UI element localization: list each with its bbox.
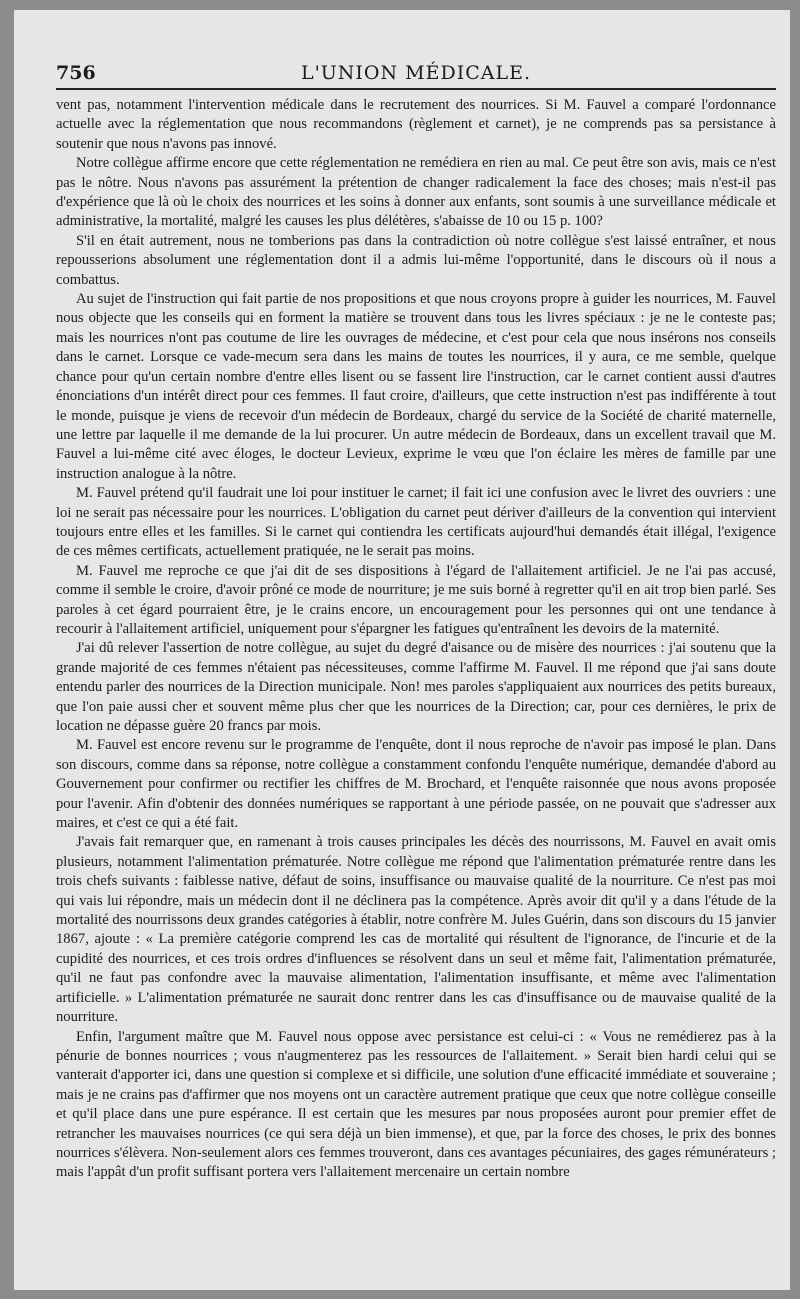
paragraph-8: M. Fauvel est encore revenu sur le programme de l'enquête, dont il nous reproche de n'avoir pas imposé le plan. Dans son discours, comme dans sa réponse, notre collègue a constamment confondu l'enquête numérique, demandée d'abord au Gouvernement pour confirmer ou rectifier les chiffres de M. Brochard, et l'enquête raisonnée que nous avons proposée pour l'avenir. Afin d'obtenir des données numériques se rapportant à une période passée, on ne pouvait que s'adresser aux maires, et c'est ce qui a été fait. xyxy=(56,737,776,832)
paragraph-5: M. Fauvel prétend qu'il faudrait une loi pour instituer le carnet; il fait ici une confusion avec le livret des ouvriers : une loi ne serait pas nécessaire pour les nourrices. L'obligation du carnet peut dériver d'ailleurs de la convention qui intervient toujours entre elles et les familles. Si le carnet qui contiendra les certificats aujourd'hui demandés était illégal, l'exigence de ces mêmes certificats, actuellement pratiquée, ne le serait pas moins. xyxy=(56,485,776,560)
paragraph-6: M. Fauvel me reproche ce que j'ai dit de ses dispositions à l'égard de l'allaitement artificiel. Je ne l'ai pas accusé, comme il semble le croire, d'avoir prôné ce mode de nourriture; je me suis borné à regretter qu'il en ait trop bien parlé. Ses paroles à cet égard pourraient être, je le crains encore, un encouragement pour les personnes qui ont une tendance à recourir à l'allaitement artificiel, uniquement pour s'épargner les fatigues qu'entraînent les devoirs de la maternité. xyxy=(56,562,776,637)
document-page xyxy=(14,10,790,1290)
paragraph-3: S'il en était autrement, nous ne tomberions pas dans la contradiction où notre collègue s'est laissé entraîner, et nous repousserions absolument une réglementation dont il a admis lui-même l'opportunité, dans le discours où il nous a combattus. xyxy=(56,232,776,288)
paragraph-4: Au sujet de l'instruction qui fait partie de nos propositions et que nous croyons propre à guider les nourrices, M. Fauvel nous objecte que les conseils qui en forment la matière se trouvent dans tous les livres spéciaux : je ne le conteste pas; mais les nourrices n'ont pas coutume de lire les ouvrages de médecine, et c'est pour cela que nous insérons nos conseils dans le carnet. Lorsque ce vade-mecum sera dans les mains de toutes les nourrices, il y aura, ce me semble, quelque chance pour qu'un certain nombre d'entre elles lisent ou se fassent lire l'instruction, car le carnet contient aussi d'autres énonciations d'un intérêt direct pour ces femmes. Il faut croire, d'ailleurs, que cette instruction n'est pas indifférente à tout le monde, puisque je viens de recevoir d'un médecin de Bordeaux, chargé du service de la Société de charité maternelle, une lettre par laquelle il me demande de la lui procurer. Un autre médecin de Bordeaux, dans un excellent travail que M. Fauvel a lui-même cité avec éloges, le docteur Levieux, exprime le vœu que l'on éclaire les mères de famille par une instruction analogue à la nôtre. xyxy=(56,291,776,482)
paragraph-7: J'ai dû relever l'assertion de notre collègue, au sujet du degré d'aisance ou de misère des nourrices : j'ai soutenu que la grande majorité de ces femmes n'étaient pas nécessiteuses, comme l'affirme M. Fauvel. Il me répond que j'ai sans doute entendu parler des nourrices de la Direction municipale. Non! mes paroles s'appliquaient aux nourrices des petits bureaux, que l'on paie aussi cher et souvent même plus cher que les nourrices de la Direction; car, pour ces dernières, le prix de location ne dépasse guère 20 francs par mois. xyxy=(56,640,776,734)
running-title: L'UNION MÉDICALE. xyxy=(300,62,532,84)
page-number: 756 xyxy=(56,62,96,84)
page-header xyxy=(56,52,776,90)
paragraph-2: Notre collègue affirme encore que cette réglementation ne remédiera en rien au mal. Ce peut être son avis, mais ce n'est pas le nôtre. Nous n'avons pas assurément la prétention de changer radicalement la face des choses; mais n'est-il pas d'expérience que là où le choix des nourrices et les soins à donner aux enfants, sont soumis à une surveillance médicale et administrative, la mortalité, malgré les causes les plus délétères, s'abaisse de 10 ou 15 p. 100? xyxy=(56,155,776,230)
paragraph-1: vent pas, notamment l'intervention médicale dans le recrutement des nourrices. Si M. Fauvel a comparé l'ordonnance actuelle avec la réglementation que nous recommandons (règlement et carnet), je ne comprends pas sa persistance à soutenir que nous n'avons pas innové. xyxy=(56,97,776,152)
paragraph-10: Enfin, l'argument maître que M. Fauvel nous oppose avec persistance est celui-ci : « Vous ne remédierez pas à la pénurie de bonnes nourrices ; vous n'augmenterez pas les ressources de l'allaitement. » Serait bien hardi celui qui se vanterait d'apporter ici, dans une question si complexe et si difficile, une solution d'une efficacité immédiate et souveraine ; mais je ne crains pas d'affirmer que nos moyens ont un caractère autrement pratique que ceux que notre collègue conseille et qu'il place dans une pure espérance. Il est certain que les mesures par nous proposées auront pour premier effet de retrancher les mauvaises nourrices (ce qui sera déjà un bien immense), et que, par la force des choses, le prix des bonnes nourrices s'élèvera. Non-seulement alors ces femmes trouveront, dans ces avantages pécuniaires, des gages rémunérateurs ; mais l'appât d'un profit suffisant portera vers l'allaitement mercenaire un certain nombre xyxy=(56,1028,776,1181)
paragraph-9: J'avais fait remarquer que, en ramenant à trois causes principales les décès des nourrissons, M. Fauvel en avait omis plusieurs, notamment l'alimentation prématurée. Notre collègue me répond que l'alimentation prématurée rentre dans les trois chefs suivants : faiblesse native, défaut de soins, insuffisance ou mauvaise qualité de la nourriture. Ce n'est pas moi qui vais lui répondre, mais un médecin dont il ne déclinera pas la compétence. Après avoir dit qu'il y a dans l'étude de la mortalité des nourrissons deux grandes catégories à établir, notre confrère M. Jules Guérin, dans son discours du 15 janvier 1867, ajoute : « La première catégorie comprend les cas de mortalité qui résultent de l'ignorance, de l'incurie et de la cupidité des nourrices, et ces trois ordres d'influences se résolvent dans un seul et même fait, l'alimentation prématurée, qu'il ne faut pas confondre avec la mauvaise alimentation, l'alimentation insuffisante, et même avec l'alimentation artificielle. » L'alimentation prématurée ne saurait donc rentrer dans les cas d'insuffisance ou de mauvaise qualité de la nourriture. xyxy=(56,834,776,1026)
body-text xyxy=(56,96,776,1183)
